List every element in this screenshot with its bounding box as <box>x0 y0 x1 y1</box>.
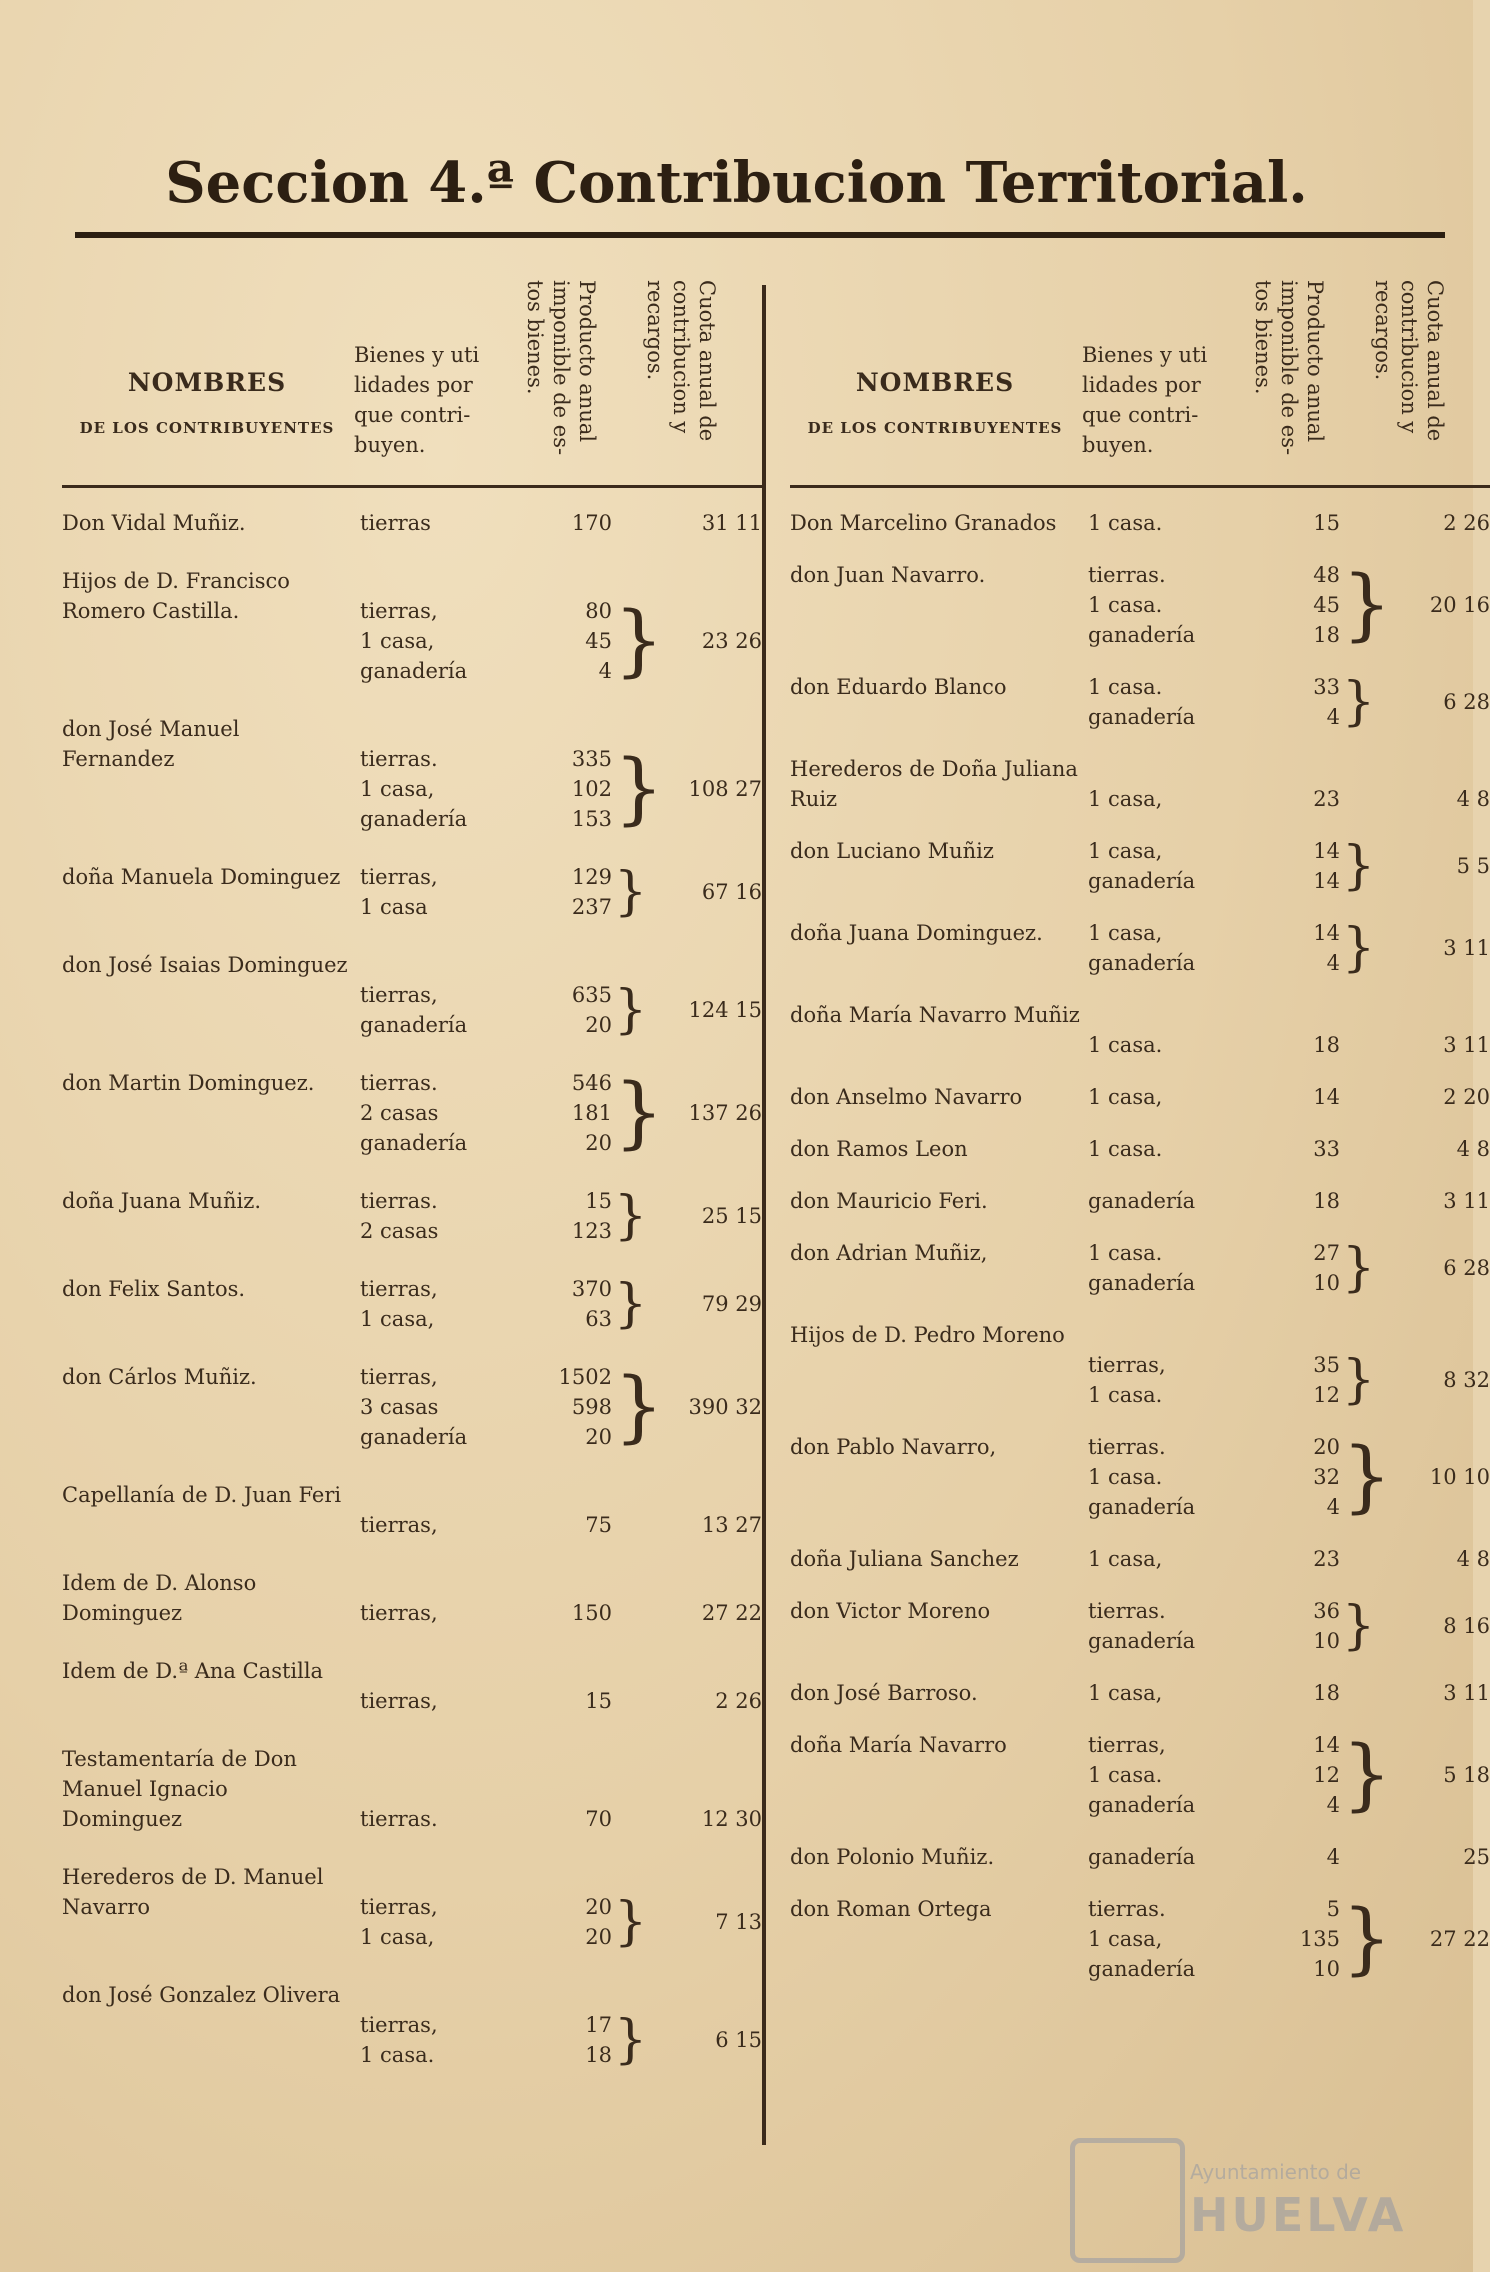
producto-cell: 18 <box>1313 623 1340 647</box>
contributor-name: doña María Navarro <box>790 1733 1007 1757</box>
producto-cell: 18 <box>1313 1189 1340 1213</box>
brace-icon: } <box>1342 1350 1376 1410</box>
bienes-cell: 1 casa, <box>1088 787 1163 811</box>
bienes-cell: tierras, <box>360 983 438 1007</box>
producto-cell: 123 <box>571 1219 612 1243</box>
producto-cell: 10 <box>1313 1271 1340 1295</box>
brace-icon: } <box>1342 1894 1392 1984</box>
contributor-name: Capellanía de D. Juan Feri <box>62 1483 342 1507</box>
bienes-cell: 1 casa. <box>1088 1383 1163 1407</box>
bienes-cell: 1 casa. <box>1088 1033 1163 1057</box>
bienes-cell: tierras, <box>360 1365 438 1389</box>
producto-header: Producto anual imponible de es- tos bienes. <box>1251 280 1327 456</box>
producto-cell: 370 <box>571 1277 612 1301</box>
bienes-cell: ganadería <box>1088 1957 1196 1981</box>
brace-icon: } <box>614 980 648 1040</box>
contributor-name: don José Gonzalez Olivera <box>62 1983 341 2007</box>
bienes-cell: tierras. <box>1088 563 1166 587</box>
bienes-cell: ganadería <box>360 1131 468 1155</box>
bienes-cell: 1 casa, <box>1088 921 1163 945</box>
bienes-cell: 2 casas <box>360 1101 439 1125</box>
cuota-cell: 6 28 <box>1443 690 1490 714</box>
bienes-cell: 1 casa. <box>1088 675 1163 699</box>
producto-cell: 33 <box>1313 675 1340 699</box>
left-table-header <box>62 270 762 488</box>
cuota-cell: 5 5 <box>1456 854 1490 878</box>
bienes-cell: tierras, <box>360 865 438 889</box>
bienes-cell: ganadería <box>360 1425 468 1449</box>
right-table <box>790 270 1490 1984</box>
contributor-name: don Adrian Muñiz, <box>790 1241 988 1265</box>
cuota-cell: 25 15 <box>701 1204 762 1228</box>
brace-icon: } <box>1342 1596 1376 1656</box>
contributor-name: don José Manuel Fernandez <box>62 717 240 771</box>
bienes-cell: tierras, <box>360 1513 438 1537</box>
column-divider <box>762 285 766 2145</box>
producto-cell: 15 <box>1313 511 1340 535</box>
producto-cell: 33 <box>1313 1137 1340 1161</box>
producto-cell: 12 <box>1313 1763 1340 1787</box>
producto-cell: 129 <box>571 865 612 889</box>
cuota-cell: 7 13 <box>715 1910 762 1934</box>
bienes-cell: 1 casa, <box>360 629 435 653</box>
producto-cell: 150 <box>571 1601 612 1625</box>
bienes-cell: tierras, <box>1088 1353 1166 1377</box>
brace-icon: } <box>1342 1238 1376 1298</box>
cuota-cell: 79 29 <box>701 1292 762 1316</box>
contributor-name: doña María Navarro Muñiz <box>790 1003 1080 1027</box>
bienes-cell: ganadería <box>1088 1793 1196 1817</box>
bienes-cell: tierras, <box>360 1895 438 1919</box>
contributor-name: doña Juana Muñiz. <box>62 1189 261 1213</box>
producto-cell: 23 <box>1313 787 1340 811</box>
contributor-name: don Eduardo Blanco <box>790 675 1007 699</box>
bienes-cell: 1 casa, <box>1088 1927 1163 1951</box>
producto-cell: 181 <box>571 1101 612 1125</box>
names-header-small: DE LOS CONTRIBUYENTES <box>79 419 335 437</box>
contributor-name: Idem de D.ª Ana Castilla <box>62 1659 324 1683</box>
brace-icon: } <box>1342 560 1392 650</box>
cuota-cell: 124 15 <box>688 998 762 1022</box>
bienes-cell: ganadería <box>1088 1629 1196 1653</box>
bienes-cell: 1 casa. <box>1088 1763 1163 1787</box>
producto-cell: 17 <box>585 2013 612 2037</box>
bienes-cell: 1 casa. <box>1088 593 1163 617</box>
bienes-cell: ganadería <box>360 1013 468 1037</box>
right-table-header <box>790 270 1490 488</box>
bienes-cell: tierras. <box>1088 1897 1166 1921</box>
brace-icon: } <box>614 1186 648 1246</box>
producto-cell: 36 <box>1313 1599 1340 1623</box>
bienes-header: Bienes y uti lidades por que contri- buyen. <box>1082 343 1208 457</box>
contributor-name: Idem de D. Alonso Dominguez <box>62 1571 257 1625</box>
contributor-name: don Anselmo Navarro <box>790 1085 1023 1109</box>
contributor-name: don Felix Santos. <box>62 1277 246 1301</box>
watermark-stamp <box>1060 2130 1420 2260</box>
producto-cell: 4 <box>1326 1495 1340 1519</box>
contributor-name: don Polonio Muñiz. <box>790 1845 995 1869</box>
names-header <box>790 368 1080 437</box>
bienes-cell: 1 casa, <box>1088 1681 1163 1705</box>
bienes-cell: ganadería <box>1088 1271 1196 1295</box>
brace-icon: } <box>614 1892 648 1952</box>
bienes-cell: tierras. <box>1088 1435 1166 1459</box>
bienes-cell: ganadería <box>1088 951 1196 975</box>
brace-icon: } <box>1342 672 1376 732</box>
cuota-cell: 8 32 <box>1443 1368 1490 1392</box>
producto-cell: 27 <box>1313 1241 1340 1265</box>
brace-icon: } <box>614 596 664 686</box>
cuota-cell: 31 11 <box>701 511 762 535</box>
cuota-cell: 108 27 <box>688 777 762 801</box>
contributor-name: doña Juliana Sanchez <box>790 1547 1019 1571</box>
producto-cell: 170 <box>571 511 612 535</box>
producto-cell: 45 <box>1313 593 1340 617</box>
cuota-cell: 5 18 <box>1443 1763 1490 1787</box>
producto-cell: 1502 <box>558 1365 612 1389</box>
names-header-small: DE LOS CONTRIBUYENTES <box>807 419 1063 437</box>
bienes-cell: tierras, <box>360 1277 438 1301</box>
bienes-cell: 2 casas <box>360 1219 439 1243</box>
contributor-name: don Juan Navarro. <box>790 563 986 587</box>
cuota-cell: 23 26 <box>701 629 762 653</box>
producto-cell: 35 <box>1313 1353 1340 1377</box>
watermark-line1: Ayuntamiento de <box>1190 2160 1362 2184</box>
brace-icon: } <box>1342 1730 1392 1820</box>
bienes-cell: 1 casa. <box>1088 1241 1163 1265</box>
left-table <box>62 270 762 2070</box>
cuota-cell: 20 16 <box>1429 593 1490 617</box>
bienes-cell: 1 casa. <box>1088 1465 1163 1489</box>
producto-cell: 18 <box>1313 1033 1340 1057</box>
producto-cell: 5 <box>1326 1897 1340 1921</box>
cuota-header: Cuota anual de contribucion y recargos. <box>643 280 719 442</box>
producto-cell: 70 <box>585 1807 612 1831</box>
producto-cell: 23 <box>1313 1547 1340 1571</box>
contributor-name: don Roman Ortega <box>790 1897 992 1921</box>
producto-cell: 14 <box>1313 1085 1340 1109</box>
brace-icon: } <box>614 862 648 922</box>
producto-cell: 102 <box>571 777 612 801</box>
bienes-cell: tierras. <box>360 1189 438 1213</box>
contributor-name: doña Manuela Dominguez <box>62 865 341 889</box>
contributor-name: doña Juana Dominguez. <box>790 921 1043 945</box>
producto-cell: 18 <box>585 2043 612 2067</box>
bienes-cell: tierras, <box>1088 1733 1166 1757</box>
contributor-name: don Mauricio Feri. <box>790 1189 988 1213</box>
contributor-name: don Victor Moreno <box>790 1599 991 1623</box>
producto-cell: 20 <box>1313 1435 1340 1459</box>
bienes-cell: ganadería <box>1088 705 1196 729</box>
cuota-cell: 12 30 <box>701 1807 762 1831</box>
producto-header: Producto anual imponible de es- tos bienes. <box>523 280 599 456</box>
names-header-big: NOMBRES <box>855 368 1015 397</box>
cuota-cell: 2 26 <box>1443 511 1490 535</box>
watermark-line2: HUELVA <box>1190 2188 1407 2242</box>
producto-cell: 4 <box>598 659 612 683</box>
bienes-cell: tierras. <box>360 747 438 771</box>
bienes-cell: 1 casa. <box>1088 511 1163 535</box>
producto-cell: 635 <box>571 983 612 1007</box>
bienes-header: Bienes y uti lidades por que contri- buyen. <box>354 343 480 457</box>
producto-cell: 15 <box>585 1189 612 1213</box>
producto-cell: 48 <box>1313 563 1340 587</box>
cuota-cell: 13 27 <box>701 1513 762 1537</box>
names-header <box>62 368 352 437</box>
page-title: Seccion 4.ª Contribucion Territorial. <box>165 150 1308 216</box>
cuota-cell: 3 11 <box>1443 1189 1490 1213</box>
contributor-name: don José Isaias Dominguez <box>62 953 348 977</box>
producto-cell: 32 <box>1313 1465 1340 1489</box>
bienes-cell: 1 casa. <box>1088 1137 1163 1161</box>
producto-cell: 135 <box>1299 1927 1340 1951</box>
bienes-cell: ganadería <box>1088 1495 1196 1519</box>
bienes-cell: 1 casa, <box>360 1307 435 1331</box>
contributor-name: don Ramos Leon <box>790 1137 968 1161</box>
contributor-name: don Luciano Muñiz <box>790 839 994 863</box>
producto-cell: 546 <box>571 1071 612 1095</box>
contributor-name: Herederos de Doña Juliana Ruiz <box>790 757 1078 811</box>
producto-cell: 10 <box>1313 1629 1340 1653</box>
bienes-cell: ganadería <box>1088 623 1196 647</box>
cuota-cell: 4 8 <box>1456 1547 1490 1571</box>
brace-icon: } <box>614 1274 648 1334</box>
cuota-cell: 137 26 <box>688 1101 762 1125</box>
bienes-cell: 1 casa. <box>360 2043 435 2067</box>
producto-cell: 18 <box>1313 1681 1340 1705</box>
contributor-name: don Martin Dominguez. <box>62 1071 315 1095</box>
brace-icon: } <box>614 2010 648 2070</box>
contributor-name: Testamentaría de Don Manuel Ignacio Dominguez <box>62 1747 297 1831</box>
bienes-cell: tierras, <box>360 599 438 623</box>
contributor-name: don José Barroso. <box>790 1681 978 1705</box>
producto-cell: 75 <box>585 1513 612 1537</box>
cuota-cell: 2 20 <box>1443 1085 1490 1109</box>
producto-cell: 80 <box>585 599 612 623</box>
brace-icon: } <box>614 744 664 834</box>
brace-icon: } <box>1342 1432 1392 1522</box>
cuota-cell: 3 11 <box>1443 1033 1490 1057</box>
producto-cell: 45 <box>585 629 612 653</box>
bienes-cell: 1 casa, <box>1088 839 1163 863</box>
producto-cell: 20 <box>585 1895 612 1919</box>
producto-cell: 14 <box>1313 1733 1340 1757</box>
brace-icon: } <box>1342 918 1376 978</box>
producto-cell: 63 <box>585 1307 612 1331</box>
cuota-cell: 3 11 <box>1443 1681 1490 1705</box>
contributor-name: don Pablo Navarro, <box>790 1435 997 1459</box>
contributor-name: Hijos de D. Francisco Romero Castilla. <box>62 569 290 623</box>
bienes-cell: 1 casa, <box>1088 1547 1163 1571</box>
bienes-cell: tierras. <box>360 1071 438 1095</box>
contributor-name: Don Marcelino Granados <box>790 511 1057 535</box>
brace-icon: } <box>614 1362 664 1452</box>
producto-cell: 20 <box>585 1925 612 1949</box>
bienes-cell: tierras. <box>1088 1599 1166 1623</box>
producto-cell: 4 <box>1326 1793 1340 1817</box>
bienes-cell: 3 casas <box>360 1395 439 1419</box>
producto-cell: 237 <box>571 895 612 919</box>
producto-cell: 14 <box>1313 839 1340 863</box>
producto-cell: 598 <box>571 1395 612 1419</box>
bienes-cell: 1 casa, <box>360 777 435 801</box>
cuota-cell: 27 22 <box>701 1601 762 1625</box>
bienes-cell: tierras, <box>360 1689 438 1713</box>
bienes-cell: ganadería <box>360 807 468 831</box>
producto-cell: 335 <box>571 747 612 771</box>
producto-cell: 12 <box>1313 1383 1340 1407</box>
cuota-cell: 6 28 <box>1443 1256 1490 1280</box>
cuota-cell: 4 8 <box>1456 1137 1490 1161</box>
cuota-cell: 2 26 <box>715 1689 762 1713</box>
contributor-name: Don Vidal Muñiz. <box>62 511 246 535</box>
bienes-cell: 1 casa <box>360 895 428 919</box>
cuota-cell: 390 32 <box>688 1395 762 1419</box>
bienes-cell: tierras, <box>360 2013 438 2037</box>
producto-cell: 4 <box>1326 1845 1340 1869</box>
cuota-header: Cuota anual de contribucion y recargos. <box>1371 280 1447 442</box>
contributor-name: Hijos de D. Pedro Moreno <box>790 1323 1065 1347</box>
producto-cell: 14 <box>1313 869 1340 893</box>
cuota-cell: 4 8 <box>1456 787 1490 811</box>
title-rule <box>75 232 1445 238</box>
cuota-cell: 3 11 <box>1443 936 1490 960</box>
bienes-cell: 1 casa, <box>360 1925 435 1949</box>
bienes-cell: tierras. <box>360 1807 438 1831</box>
cuota-cell: 25 <box>1463 1845 1490 1869</box>
producto-cell: 20 <box>585 1425 612 1449</box>
names-header-big: NOMBRES <box>127 368 287 397</box>
bienes-cell: 1 casa, <box>1088 1085 1163 1109</box>
bienes-cell: tierras <box>360 511 431 535</box>
cuota-cell: 27 22 <box>1429 1927 1490 1951</box>
bienes-cell: ganadería <box>1088 1845 1196 1869</box>
producto-cell: 14 <box>1313 921 1340 945</box>
cuota-cell: 8 16 <box>1443 1614 1490 1638</box>
brace-icon: } <box>614 1068 664 1158</box>
contributor-name: Herederos de D. Manuel Navarro <box>62 1865 324 1919</box>
producto-cell: 153 <box>571 807 612 831</box>
producto-cell: 15 <box>585 1689 612 1713</box>
producto-cell: 20 <box>585 1013 612 1037</box>
bienes-cell: ganadería <box>360 659 468 683</box>
bienes-cell: ganadería <box>1088 1189 1196 1213</box>
cuota-cell: 10 10 <box>1429 1465 1490 1489</box>
bienes-cell: tierras, <box>360 1601 438 1625</box>
producto-cell: 4 <box>1326 705 1340 729</box>
producto-cell: 10 <box>1313 1957 1340 1981</box>
brace-icon: } <box>1342 836 1376 896</box>
contributor-name: don Cárlos Muñiz. <box>62 1365 257 1389</box>
producto-cell: 20 <box>585 1131 612 1155</box>
cuota-cell: 67 16 <box>701 880 762 904</box>
bienes-cell: ganadería <box>1088 869 1196 893</box>
cuota-cell: 6 15 <box>715 2028 762 2052</box>
seal-icon <box>1070 2138 1185 2263</box>
producto-cell: 4 <box>1326 951 1340 975</box>
